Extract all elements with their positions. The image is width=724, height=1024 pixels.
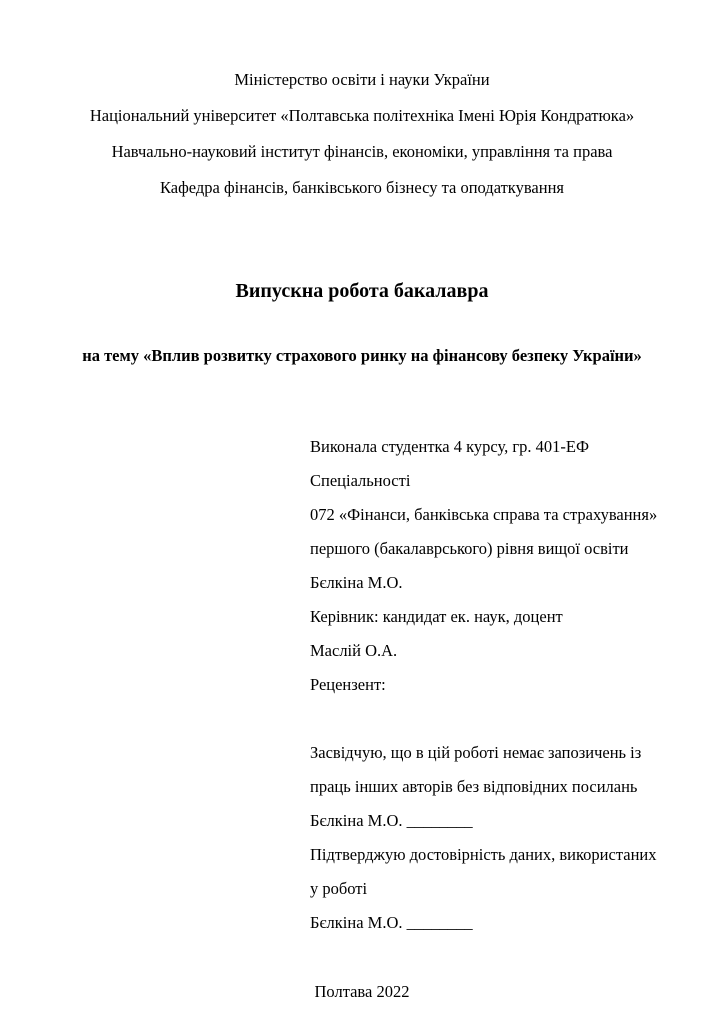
declaration-line-1: Засвідчую, що в цій роботі немає запозичень із xyxy=(310,743,642,762)
declaration-line-4: у роботі xyxy=(310,879,368,898)
city-year-footer: Полтава 2022 xyxy=(314,982,410,1001)
declaration-block xyxy=(310,736,678,940)
declaration-signature-1: Бєлкіна М.О. ________ xyxy=(310,811,473,830)
details-line-speciality-code: 072 «Фінанси, банківська справа та страхування» xyxy=(310,505,658,524)
institution-header xyxy=(46,62,678,206)
header-line-department: Кафедра фінансів, банківського бізнесу та оподаткування xyxy=(159,178,564,197)
declaration-line-2: праць інших авторів без відповідних посилань xyxy=(310,777,638,796)
thesis-topic: на тему «Вплив розвитку страхового ринку на фінансову безпеку України» xyxy=(82,346,642,365)
thesis-title: Випускна робота бакалавра xyxy=(235,280,489,302)
declaration-line-3: Підтверджую достовірність даних, використаних xyxy=(310,845,657,864)
details-line-author-name: Бєлкіна М.О. xyxy=(310,573,403,592)
details-line-degree-level: першого (бакалаврського) рівня вищої освіти xyxy=(310,539,629,558)
details-line-supervisor-name: Маслій О.А. xyxy=(310,641,398,660)
author-details-block xyxy=(310,430,678,702)
details-line-supervisor-label: Керівник: кандидат ек. наук, доцент xyxy=(310,607,563,626)
header-line-university: Національний університет «Полтавська політехніка Імені Юрія Кондратюка» xyxy=(89,106,635,125)
header-line-ministry: Міністерство освіти і науки України xyxy=(234,70,490,89)
details-line-reviewer-label: Рецензент: xyxy=(310,675,386,694)
declaration-signature-2: Бєлкіна М.О. ________ xyxy=(310,913,473,932)
header-line-institute: Навчально-науковий інститут фінансів, економіки, управління та права xyxy=(111,142,613,161)
details-line-speciality-label: Спеціальності xyxy=(310,471,411,490)
details-line-student: Виконала студентка 4 курсу, гр. 401-ЕФ xyxy=(310,437,589,456)
